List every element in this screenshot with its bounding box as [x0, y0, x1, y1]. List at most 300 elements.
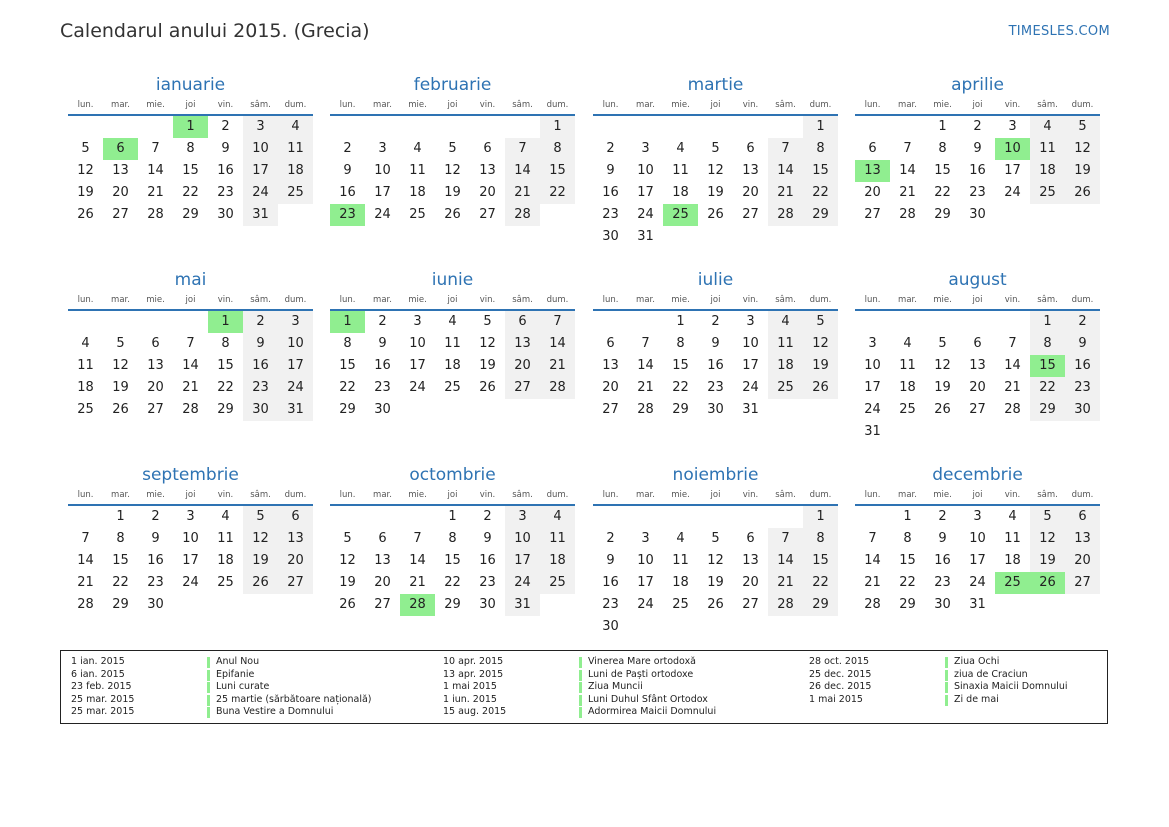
day-cell: 29 [112, 597, 129, 612]
day-cell: 11 [768, 333, 803, 355]
month-iunie [330, 268, 575, 421]
day-cell: 3 [973, 509, 982, 524]
weekday-label: lun. [77, 100, 94, 110]
day-cell: 3 [868, 336, 877, 351]
empty-cell [593, 116, 628, 138]
weekday-label: mar. [636, 295, 655, 305]
day-cell: 11 [77, 358, 94, 373]
legend-date: 26 dec. 2015 [809, 681, 872, 693]
weekday-label: mar. [373, 295, 392, 305]
empty-cell [68, 311, 103, 333]
weekday-label: sâm. [250, 490, 271, 500]
day-cell: 16 [217, 163, 234, 178]
day-cell: 14 [768, 550, 803, 572]
day-cell: 5 [1030, 506, 1065, 528]
empty-cell [68, 116, 103, 138]
holiday-day-cell: 10 [995, 138, 1030, 160]
day-cell: 25 [1030, 182, 1065, 204]
weekday-label: mie. [146, 100, 165, 110]
day-cell: 16 [602, 185, 619, 200]
day-cell: 7 [768, 528, 803, 550]
day-cell: 7 [768, 138, 803, 160]
holiday-legend [60, 650, 1108, 724]
legend-holiday-name: Luni curate [216, 681, 270, 693]
weekday-label: joi [185, 490, 196, 500]
day-cell: 12 [339, 553, 356, 568]
empty-cell [505, 116, 540, 138]
weekday-label: mar. [373, 490, 392, 500]
weekday-label: vin. [1004, 100, 1021, 110]
legend-holiday-name: Epifanie [216, 668, 255, 680]
day-cell: 21 [77, 575, 94, 590]
day-cell: 20 [969, 380, 986, 395]
day-cell: 14 [505, 160, 540, 182]
holiday-day-cell: 25 [995, 572, 1030, 594]
weekday-header [855, 292, 1100, 311]
legend-holiday-name: Luni Duhul Sfânt Ortodox [588, 693, 708, 705]
day-cell: 9 [973, 141, 982, 156]
day-cell: 20 [742, 185, 759, 200]
day-cell: 2 [243, 311, 278, 333]
legend-date: 1 mai 2015 [443, 681, 497, 693]
empty-cell [593, 506, 628, 528]
empty-cell [103, 311, 138, 333]
day-cell: 27 [479, 207, 496, 222]
day-cell: 13 [742, 163, 759, 178]
day-cell: 20 [1065, 550, 1100, 572]
legend-date: 6 ian. 2015 [71, 668, 125, 680]
weekday-label: vin. [217, 100, 234, 110]
day-cell: 6 [378, 531, 387, 546]
day-cell: 15 [217, 358, 234, 373]
day-cell: 1 [116, 509, 125, 524]
day-cell: 2 [1065, 311, 1100, 333]
weekday-label: vin. [479, 490, 496, 500]
day-cell: 9 [243, 333, 278, 355]
day-cell: 21 [540, 355, 575, 377]
day-cell: 23 [707, 380, 724, 395]
weekday-label: lun. [77, 490, 94, 500]
day-cell: 1 [938, 119, 947, 134]
day-cell: 19 [707, 185, 724, 200]
empty-cell [890, 311, 925, 333]
day-cell: 5 [938, 336, 947, 351]
day-cell: 30 [243, 399, 278, 421]
day-cell: 30 [934, 597, 951, 612]
empty-cell [733, 506, 768, 528]
days-grid [855, 506, 1100, 616]
day-cell: 4 [448, 314, 457, 329]
weekday-label: joi [972, 490, 983, 500]
day-cell: 9 [711, 336, 720, 351]
day-cell: 19 [1030, 550, 1065, 572]
day-cell: 25 [672, 597, 689, 612]
weekday-header [593, 97, 838, 116]
day-cell: 8 [1030, 333, 1065, 355]
weekday-label: mie. [146, 295, 165, 305]
day-cell: 13 [1065, 528, 1100, 550]
day-cell: 12 [479, 336, 496, 351]
legend-date: 23 feb. 2015 [71, 681, 132, 693]
day-cell: 22 [899, 575, 916, 590]
day-cell: 29 [182, 207, 199, 222]
day-cell: 12 [243, 528, 278, 550]
day-cell: 12 [112, 358, 129, 373]
day-cell: 5 [483, 314, 492, 329]
day-cell: 9 [221, 141, 230, 156]
day-cell: 3 [641, 141, 650, 156]
day-cell: 14 [182, 358, 199, 373]
empty-cell [173, 311, 208, 333]
weekday-label: joi [710, 100, 721, 110]
day-cell: 3 [378, 141, 387, 156]
day-cell: 14 [409, 553, 426, 568]
brand-link[interactable]: TIMESLES.COM [1008, 24, 1110, 39]
weekday-label: lun. [339, 490, 356, 500]
day-cell: 26 [77, 207, 94, 222]
day-cell: 26 [803, 377, 838, 399]
weekday-label: lun. [77, 295, 94, 305]
day-cell: 23 [602, 597, 619, 612]
day-cell: 7 [186, 336, 195, 351]
day-cell: 12 [707, 553, 724, 568]
day-cell: 7 [505, 138, 540, 160]
day-cell: 6 [151, 336, 160, 351]
weekday-label: sâm. [250, 100, 271, 110]
holiday-marker [579, 682, 582, 693]
day-cell: 24 [637, 597, 654, 612]
day-cell: 3 [641, 531, 650, 546]
day-cell: 7 [151, 141, 160, 156]
day-cell: 30 [602, 229, 619, 244]
day-cell: 8 [803, 138, 838, 160]
empty-cell [855, 116, 890, 138]
holiday-marker [945, 670, 948, 681]
day-cell: 20 [864, 185, 881, 200]
weekday-label: mar. [111, 490, 130, 500]
day-cell: 18 [278, 160, 313, 182]
days-grid [855, 116, 1100, 226]
empty-cell [628, 506, 663, 528]
holiday-day-cell: 23 [330, 204, 365, 226]
day-cell: 15 [803, 550, 838, 572]
holiday-marker [579, 707, 582, 718]
day-cell: 28 [899, 207, 916, 222]
weekday-label: sâm. [775, 100, 796, 110]
day-cell: 15 [540, 160, 575, 182]
day-cell: 2 [938, 509, 947, 524]
day-cell: 6 [505, 311, 540, 333]
weekday-header [68, 292, 313, 311]
weekday-label: joi [972, 100, 983, 110]
day-cell: 14 [637, 358, 654, 373]
day-cell: 31 [637, 229, 654, 244]
day-cell: 15 [934, 163, 951, 178]
day-cell: 27 [147, 402, 164, 417]
legend-date: 10 apr. 2015 [443, 656, 504, 667]
day-cell: 9 [483, 531, 492, 546]
day-cell: 21 [768, 182, 803, 204]
empty-cell [138, 116, 173, 138]
day-cell: 19 [112, 380, 129, 395]
day-cell: 17 [864, 380, 881, 395]
day-cell: 8 [221, 336, 230, 351]
day-cell: 8 [938, 141, 947, 156]
day-cell: 5 [803, 311, 838, 333]
day-cell: 3 [243, 116, 278, 138]
legend-date: 1 ian. 2015 [71, 656, 125, 667]
day-cell: 24 [278, 377, 313, 399]
month-name: iunie [431, 270, 474, 290]
day-cell: 21 [182, 380, 199, 395]
day-cell: 20 [374, 575, 391, 590]
legend-holiday-name: Anul Nou [216, 656, 260, 667]
weekday-label: mie. [408, 295, 427, 305]
day-cell: 20 [742, 575, 759, 590]
day-cell: 30 [217, 207, 234, 222]
empty-cell [995, 311, 1030, 333]
day-cell: 31 [243, 204, 278, 226]
day-cell: 13 [278, 528, 313, 550]
day-cell: 11 [672, 163, 689, 178]
day-cell: 4 [1030, 116, 1065, 138]
month-mai [68, 268, 313, 421]
day-cell: 20 [112, 185, 129, 200]
day-cell: 12 [1065, 138, 1100, 160]
day-cell: 7 [903, 141, 912, 156]
day-cell: 5 [448, 141, 457, 156]
month-name: decembrie [932, 465, 1023, 485]
day-cell: 22 [182, 185, 199, 200]
weekday-label: mie. [933, 295, 952, 305]
day-cell: 20 [505, 355, 540, 377]
day-cell: 16 [1065, 355, 1100, 377]
day-cell: 15 [803, 160, 838, 182]
holiday-marker [945, 657, 948, 668]
day-cell: 18 [768, 355, 803, 377]
day-cell: 21 [899, 185, 916, 200]
weekday-label: joi [447, 295, 458, 305]
day-cell: 8 [343, 336, 352, 351]
day-cell: 28 [1004, 402, 1021, 417]
day-cell: 11 [217, 531, 234, 546]
days-grid [593, 311, 838, 421]
day-cell: 2 [711, 314, 720, 329]
weekday-label: dum. [1071, 490, 1094, 500]
weekday-header [593, 292, 838, 311]
month-noiembrie [593, 463, 838, 638]
day-cell: 10 [969, 531, 986, 546]
weekday-label: dum. [284, 295, 307, 305]
day-cell: 26 [707, 207, 724, 222]
day-cell: 3 [505, 506, 540, 528]
day-cell: 17 [742, 358, 759, 373]
day-cell: 7 [641, 336, 650, 351]
day-cell: 13 [112, 163, 129, 178]
day-cell: 11 [409, 163, 426, 178]
day-cell: 24 [505, 572, 540, 594]
days-grid [68, 506, 313, 616]
day-cell: 26 [479, 380, 496, 395]
day-cell: 29 [803, 594, 838, 616]
weekday-label: sâm. [1037, 490, 1058, 500]
day-cell: 21 [864, 575, 881, 590]
day-cell: 14 [540, 333, 575, 355]
day-cell: 30 [602, 619, 619, 634]
day-cell: 15 [339, 358, 356, 373]
weekday-label: vin. [217, 490, 234, 500]
day-cell: 20 [147, 380, 164, 395]
weekday-label: sâm. [512, 100, 533, 110]
day-cell: 27 [112, 207, 129, 222]
day-cell: 29 [339, 402, 356, 417]
legend-date: 1 mai 2015 [809, 693, 863, 705]
day-cell: 21 [505, 182, 540, 204]
day-cell: 3 [1008, 119, 1017, 134]
day-cell: 23 [479, 575, 496, 590]
holiday-marker [207, 670, 210, 681]
empty-cell [733, 116, 768, 138]
weekday-label: vin. [742, 490, 759, 500]
legend-date: 15 aug. 2015 [443, 706, 507, 718]
day-cell: 6 [606, 336, 615, 351]
empty-cell [435, 116, 470, 138]
day-cell: 19 [707, 575, 724, 590]
holiday-day-cell: 15 [1030, 355, 1065, 377]
month-decembrie [855, 463, 1100, 616]
day-cell: 16 [479, 553, 496, 568]
weekday-label: dum. [284, 100, 307, 110]
day-cell: 6 [746, 141, 755, 156]
weekday-label: dum. [809, 100, 832, 110]
weekday-label: lun. [339, 100, 356, 110]
weekday-label: sâm. [775, 490, 796, 500]
month-martie [593, 73, 838, 248]
day-cell: 4 [1008, 509, 1017, 524]
day-cell: 24 [243, 182, 278, 204]
empty-cell [925, 311, 960, 333]
legend-holiday-name: Luni de Paști ortodoxe [588, 668, 694, 680]
day-cell: 24 [969, 575, 986, 590]
day-cell: 30 [707, 402, 724, 417]
weekday-label: sâm. [512, 490, 533, 500]
day-cell: 6 [1065, 506, 1100, 528]
day-cell: 25 [768, 377, 803, 399]
empty-cell [330, 116, 365, 138]
holiday-marker [207, 657, 210, 668]
day-cell: 25 [409, 207, 426, 222]
day-cell: 18 [409, 185, 426, 200]
day-cell: 27 [864, 207, 881, 222]
weekday-header [68, 487, 313, 506]
day-cell: 22 [934, 185, 951, 200]
day-cell: 30 [374, 402, 391, 417]
weekday-header [330, 292, 575, 311]
month-name: octombrie [409, 465, 496, 485]
empty-cell [960, 311, 995, 333]
legend-holiday-name: Adormirea Maicii Domnului [588, 706, 717, 718]
day-cell: 21 [409, 575, 426, 590]
weekday-label: mie. [671, 295, 690, 305]
day-cell: 22 [339, 380, 356, 395]
day-cell: 18 [672, 575, 689, 590]
day-cell: 8 [540, 138, 575, 160]
holiday-marker [579, 657, 582, 668]
day-cell: 3 [186, 509, 195, 524]
holiday-day-cell: 1 [330, 311, 365, 333]
day-cell: 14 [147, 163, 164, 178]
day-cell: 26 [444, 207, 461, 222]
day-cell: 5 [243, 506, 278, 528]
day-cell: 28 [864, 597, 881, 612]
day-cell: 17 [409, 358, 426, 373]
day-cell: 14 [899, 163, 916, 178]
empty-cell [400, 116, 435, 138]
day-cell: 6 [746, 531, 755, 546]
day-cell: 28 [768, 594, 803, 616]
day-cell: 28 [540, 377, 575, 399]
day-cell: 27 [278, 572, 313, 594]
weekday-label: mie. [146, 490, 165, 500]
day-cell: 30 [479, 597, 496, 612]
day-cell: 29 [444, 597, 461, 612]
day-cell: 30 [147, 597, 164, 612]
legend-holiday-name: Zi de mai [954, 693, 999, 705]
day-cell: 2 [973, 119, 982, 134]
day-cell: 31 [505, 594, 540, 616]
holiday-marker [207, 695, 210, 706]
day-cell: 8 [803, 528, 838, 550]
day-cell: 23 [374, 380, 391, 395]
weekday-label: mie. [671, 100, 690, 110]
days-grid [68, 116, 313, 226]
weekday-label: dum. [546, 490, 569, 500]
day-cell: 9 [343, 163, 352, 178]
empty-cell [365, 116, 400, 138]
weekday-label: vin. [742, 100, 759, 110]
day-cell: 7 [413, 531, 422, 546]
day-cell: 10 [243, 138, 278, 160]
day-cell: 29 [934, 207, 951, 222]
day-cell: 26 [243, 572, 278, 594]
day-cell: 1 [540, 116, 575, 138]
weekday-header [855, 487, 1100, 506]
day-cell: 21 [768, 572, 803, 594]
day-cell: 29 [899, 597, 916, 612]
day-cell: 4 [221, 509, 230, 524]
day-cell: 9 [151, 531, 160, 546]
day-cell: 12 [707, 163, 724, 178]
day-cell: 17 [182, 553, 199, 568]
month-ianuarie [68, 73, 313, 226]
day-cell: 16 [602, 575, 619, 590]
day-cell: 19 [1065, 160, 1100, 182]
day-cell: 19 [803, 355, 838, 377]
day-cell: 27 [374, 597, 391, 612]
weekday-label: sâm. [250, 295, 271, 305]
day-cell: 16 [243, 355, 278, 377]
day-cell: 11 [899, 358, 916, 373]
day-cell: 17 [374, 185, 391, 200]
weekday-label: joi [447, 490, 458, 500]
day-cell: 21 [147, 185, 164, 200]
day-cell: 8 [903, 531, 912, 546]
day-cell: 10 [409, 336, 426, 351]
days-grid [330, 116, 575, 226]
empty-cell [768, 116, 803, 138]
month-name: aprilie [951, 75, 1004, 95]
day-cell: 12 [803, 333, 838, 355]
